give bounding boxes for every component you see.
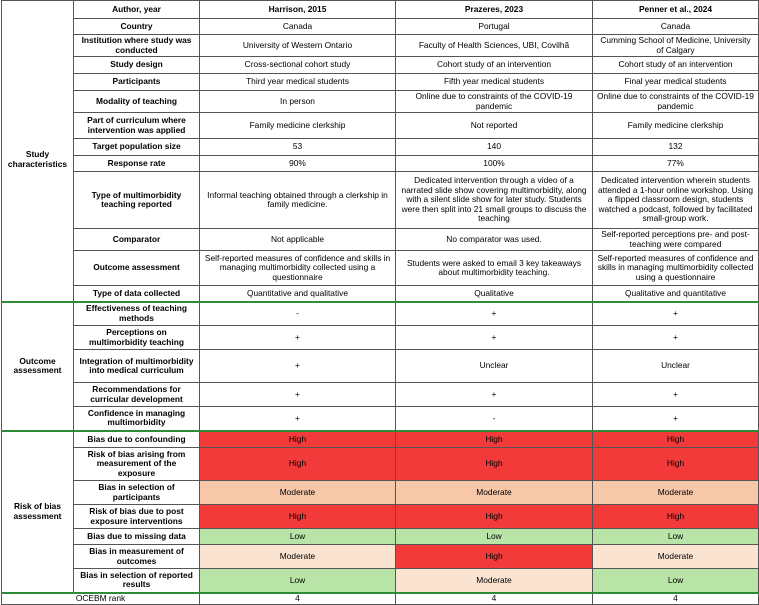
cell: Informal teaching obtained through a clerkship in family medicine. (200, 172, 396, 229)
cell: + (593, 383, 759, 407)
cell: 53 (200, 139, 396, 156)
table-row (2, 302, 759, 326)
rating-cell: High (593, 431, 759, 448)
cell: Third year medical students (200, 74, 396, 91)
table-row (2, 350, 759, 383)
cell: Not reported (396, 113, 593, 139)
row-label: Bias due to missing data (74, 529, 200, 545)
cell: 140 (396, 139, 593, 156)
author-year-header: Author, year (74, 1, 200, 19)
cell: Qualitative and quantitative (593, 286, 759, 302)
table-row (2, 251, 759, 286)
table-row (2, 326, 759, 350)
table-row (2, 74, 759, 91)
cell: Dedicated intervention through a video of a narrated slide show covering multimorbidity, along with a silent slide show for later study. Students were then split into 21 small groups to discuss the teaching (396, 172, 593, 229)
rank-label: OCEBM rank (2, 593, 200, 605)
rating-cell: High (200, 431, 396, 448)
row-label: Risk of bias due to post exposure interventions (74, 505, 200, 529)
rank-cell: 4 (200, 593, 396, 605)
study-header-harrison: Harrison, 2015 (200, 1, 396, 19)
section-outcome-assessment: Outcome assessment (2, 302, 74, 431)
cell: + (396, 383, 593, 407)
table-row (2, 529, 759, 545)
rating-cell: Moderate (396, 569, 593, 593)
corner-cell (2, 1, 74, 19)
cell: + (200, 326, 396, 350)
cell: Self-reported measures of confidence and skills in managing multimorbidity collected using a questionnaire (200, 251, 396, 286)
row-label: Integration of multimorbidity into medical curriculum (74, 350, 200, 383)
rating-cell: High (396, 545, 593, 569)
row-label: Risk of bias arising from measurement of the exposure (74, 448, 200, 481)
table-row (2, 569, 759, 593)
cell: Canada (200, 19, 396, 35)
section-study-characteristics: Study characteristics (2, 19, 74, 302)
cell: + (200, 350, 396, 383)
cell: + (593, 326, 759, 350)
cell: 77% (593, 156, 759, 172)
cell: 90% (200, 156, 396, 172)
cell: Dedicated intervention wherein students attended a 1-hour online workshop. Using a flipped classroom design, students watched a podcast, followed by facilitated small-group work. (593, 172, 759, 229)
header-row (2, 1, 759, 19)
cell: Family medicine clerkship (593, 113, 759, 139)
row-label: Bias in selection of participants (74, 481, 200, 505)
row-label: Outcome assessment (74, 251, 200, 286)
rating-cell: High (396, 505, 593, 529)
cell: + (396, 326, 593, 350)
cell: - (200, 302, 396, 326)
row-label: Recommendations for curricular development (74, 383, 200, 407)
cell: Cohort study of an intervention (593, 57, 759, 74)
table-row (2, 448, 759, 481)
rating-cell: Moderate (593, 481, 759, 505)
table-row (2, 505, 759, 529)
row-label: Study design (74, 57, 200, 74)
row-label: Type of data collected (74, 286, 200, 302)
cell: Family medicine clerkship (200, 113, 396, 139)
rating-cell: High (200, 505, 396, 529)
rank-row (2, 593, 759, 605)
cell: - (396, 407, 593, 431)
table-row (2, 481, 759, 505)
row-label: Country (74, 19, 200, 35)
row-label: Bias in measurement of outcomes (74, 545, 200, 569)
table-row (2, 35, 759, 57)
cell: Portugal (396, 19, 593, 35)
cell: Qualitative (396, 286, 593, 302)
table-row (2, 113, 759, 139)
cell: Online due to constraints of the COVID-19 pandemic (396, 91, 593, 113)
study-comparison-table (1, 0, 759, 605)
cell: Cumming School of Medicine, University of Calgary (593, 35, 759, 57)
cell: Cross-sectional cohort study (200, 57, 396, 74)
study-header-prazeres: Prazeres, 2023 (396, 1, 593, 19)
rating-cell: Low (593, 529, 759, 545)
cell: Self-reported perceptions pre- and post-teaching were compared (593, 229, 759, 251)
table-row (2, 545, 759, 569)
cell: + (200, 407, 396, 431)
table-row (2, 407, 759, 431)
cell: + (200, 383, 396, 407)
row-label: Effectiveness of teaching methods (74, 302, 200, 326)
cell: Final year medical students (593, 74, 759, 91)
row-label: Participants (74, 74, 200, 91)
table-row (2, 383, 759, 407)
row-label: Type of multimorbidity teaching reported (74, 172, 200, 229)
rating-cell: High (396, 431, 593, 448)
row-label: Institution where study was conducted (74, 35, 200, 57)
cell: University of Western Ontario (200, 35, 396, 57)
table-row (2, 91, 759, 113)
cell: Self-reported measures of confidence and skills in managing multimorbidity collected using a questionnaire (593, 251, 759, 286)
rating-cell: Low (200, 529, 396, 545)
cell: + (593, 407, 759, 431)
cell: + (593, 302, 759, 326)
cell: In person (200, 91, 396, 113)
rank-cell: 4 (593, 593, 759, 605)
rating-cell: Low (200, 569, 396, 593)
cell: Unclear (396, 350, 593, 383)
rating-cell: Low (396, 529, 593, 545)
rating-cell: Moderate (200, 481, 396, 505)
table-row (2, 57, 759, 74)
cell: No comparator was used. (396, 229, 593, 251)
row-label: Bias in selection of reported results (74, 569, 200, 593)
rating-cell: High (593, 448, 759, 481)
rank-cell: 4 (396, 593, 593, 605)
table-row (2, 156, 759, 172)
row-label: Comparator (74, 229, 200, 251)
table-row (2, 286, 759, 302)
rating-cell: Low (593, 569, 759, 593)
table-row (2, 229, 759, 251)
cell: Students were asked to email 3 key takeaways about multimorbidity teaching. (396, 251, 593, 286)
cell: Fifth year medical students (396, 74, 593, 91)
rating-cell: Moderate (396, 481, 593, 505)
row-label: Bias due to confounding (74, 431, 200, 448)
row-label: Modality of teaching (74, 91, 200, 113)
cell: Canada (593, 19, 759, 35)
row-label: Confidence in managing multimorbidity (74, 407, 200, 431)
cell: 132 (593, 139, 759, 156)
cell: Quantitative and qualitative (200, 286, 396, 302)
rating-cell: High (396, 448, 593, 481)
table-row (2, 431, 759, 448)
table-row (2, 172, 759, 229)
table-row (2, 139, 759, 156)
row-label: Part of curriculum where intervention was applied (74, 113, 200, 139)
table-row (2, 19, 759, 35)
cell: Unclear (593, 350, 759, 383)
cell: + (396, 302, 593, 326)
cell: 100% (396, 156, 593, 172)
section-risk-of-bias: Risk of bias assessment (2, 431, 74, 593)
rating-cell: Moderate (200, 545, 396, 569)
rating-cell: Moderate (593, 545, 759, 569)
rating-cell: High (200, 448, 396, 481)
cell: Online due to constraints of the COVID-19 pandemic (593, 91, 759, 113)
study-header-penner: Penner et al., 2024 (593, 1, 759, 19)
row-label: Target population size (74, 139, 200, 156)
cell: Not applicable (200, 229, 396, 251)
row-label: Perceptions on multimorbidity teaching (74, 326, 200, 350)
cell: Cohort study of an intervention (396, 57, 593, 74)
row-label: Response rate (74, 156, 200, 172)
rating-cell: High (593, 505, 759, 529)
cell: Faculty of Health Sciences, UBI, Covilhã (396, 35, 593, 57)
